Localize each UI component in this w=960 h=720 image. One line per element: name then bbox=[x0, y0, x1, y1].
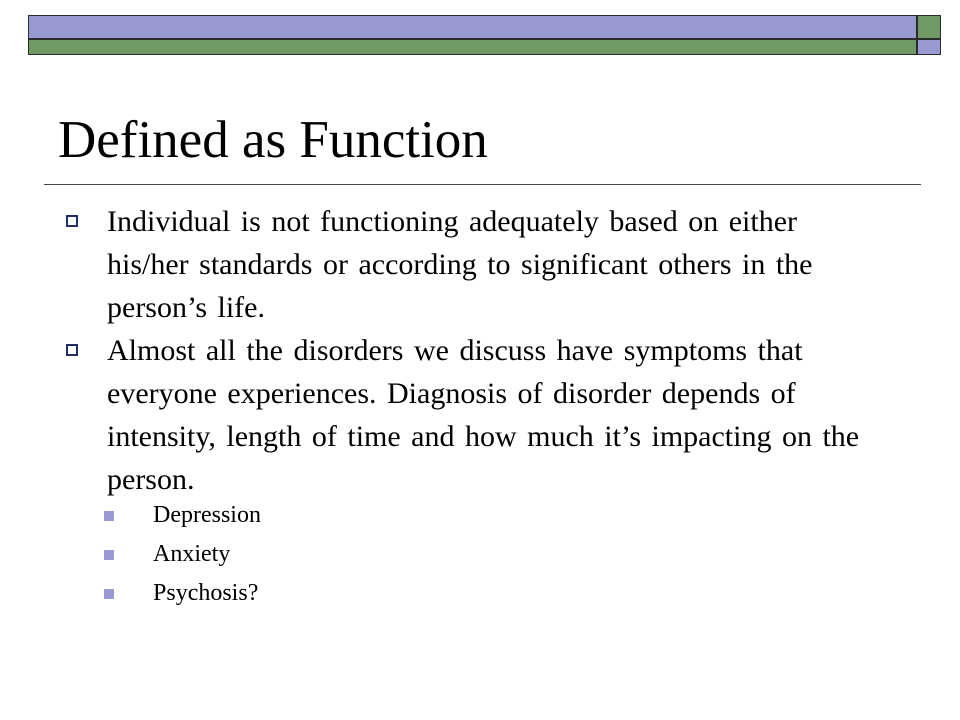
green-corner-square bbox=[917, 15, 941, 39]
sub-bullet-text: Depression bbox=[153, 502, 261, 528]
sub-bullet-text: Psychosis? bbox=[153, 580, 259, 606]
hollow-square-bullet-icon bbox=[66, 344, 78, 356]
sub-bullet-text: Anxiety bbox=[153, 541, 231, 567]
green-top-bar bbox=[28, 39, 917, 55]
square-sub-bullet-icon bbox=[104, 550, 114, 560]
bullet-text: Almost all the disorders we discuss have symptoms that everyone experiences. Diagnosis of disorder depends of intensity, length of time and how much it’s impacting on the person. bbox=[107, 334, 860, 496]
title-divider bbox=[44, 184, 921, 185]
purple-corner-square bbox=[917, 39, 941, 55]
square-sub-bullet-icon bbox=[104, 589, 114, 599]
hollow-square-bullet-icon bbox=[66, 215, 78, 227]
bullet-text: Individual is not functioning adequately based on either his/her standards or according to significant others in the person’s life. bbox=[107, 205, 813, 324]
top-decorative-bars bbox=[0, 0, 960, 60]
square-sub-bullet-icon bbox=[104, 511, 114, 521]
slide-title: Defined as Function bbox=[58, 111, 488, 169]
purple-top-bar bbox=[28, 15, 917, 39]
